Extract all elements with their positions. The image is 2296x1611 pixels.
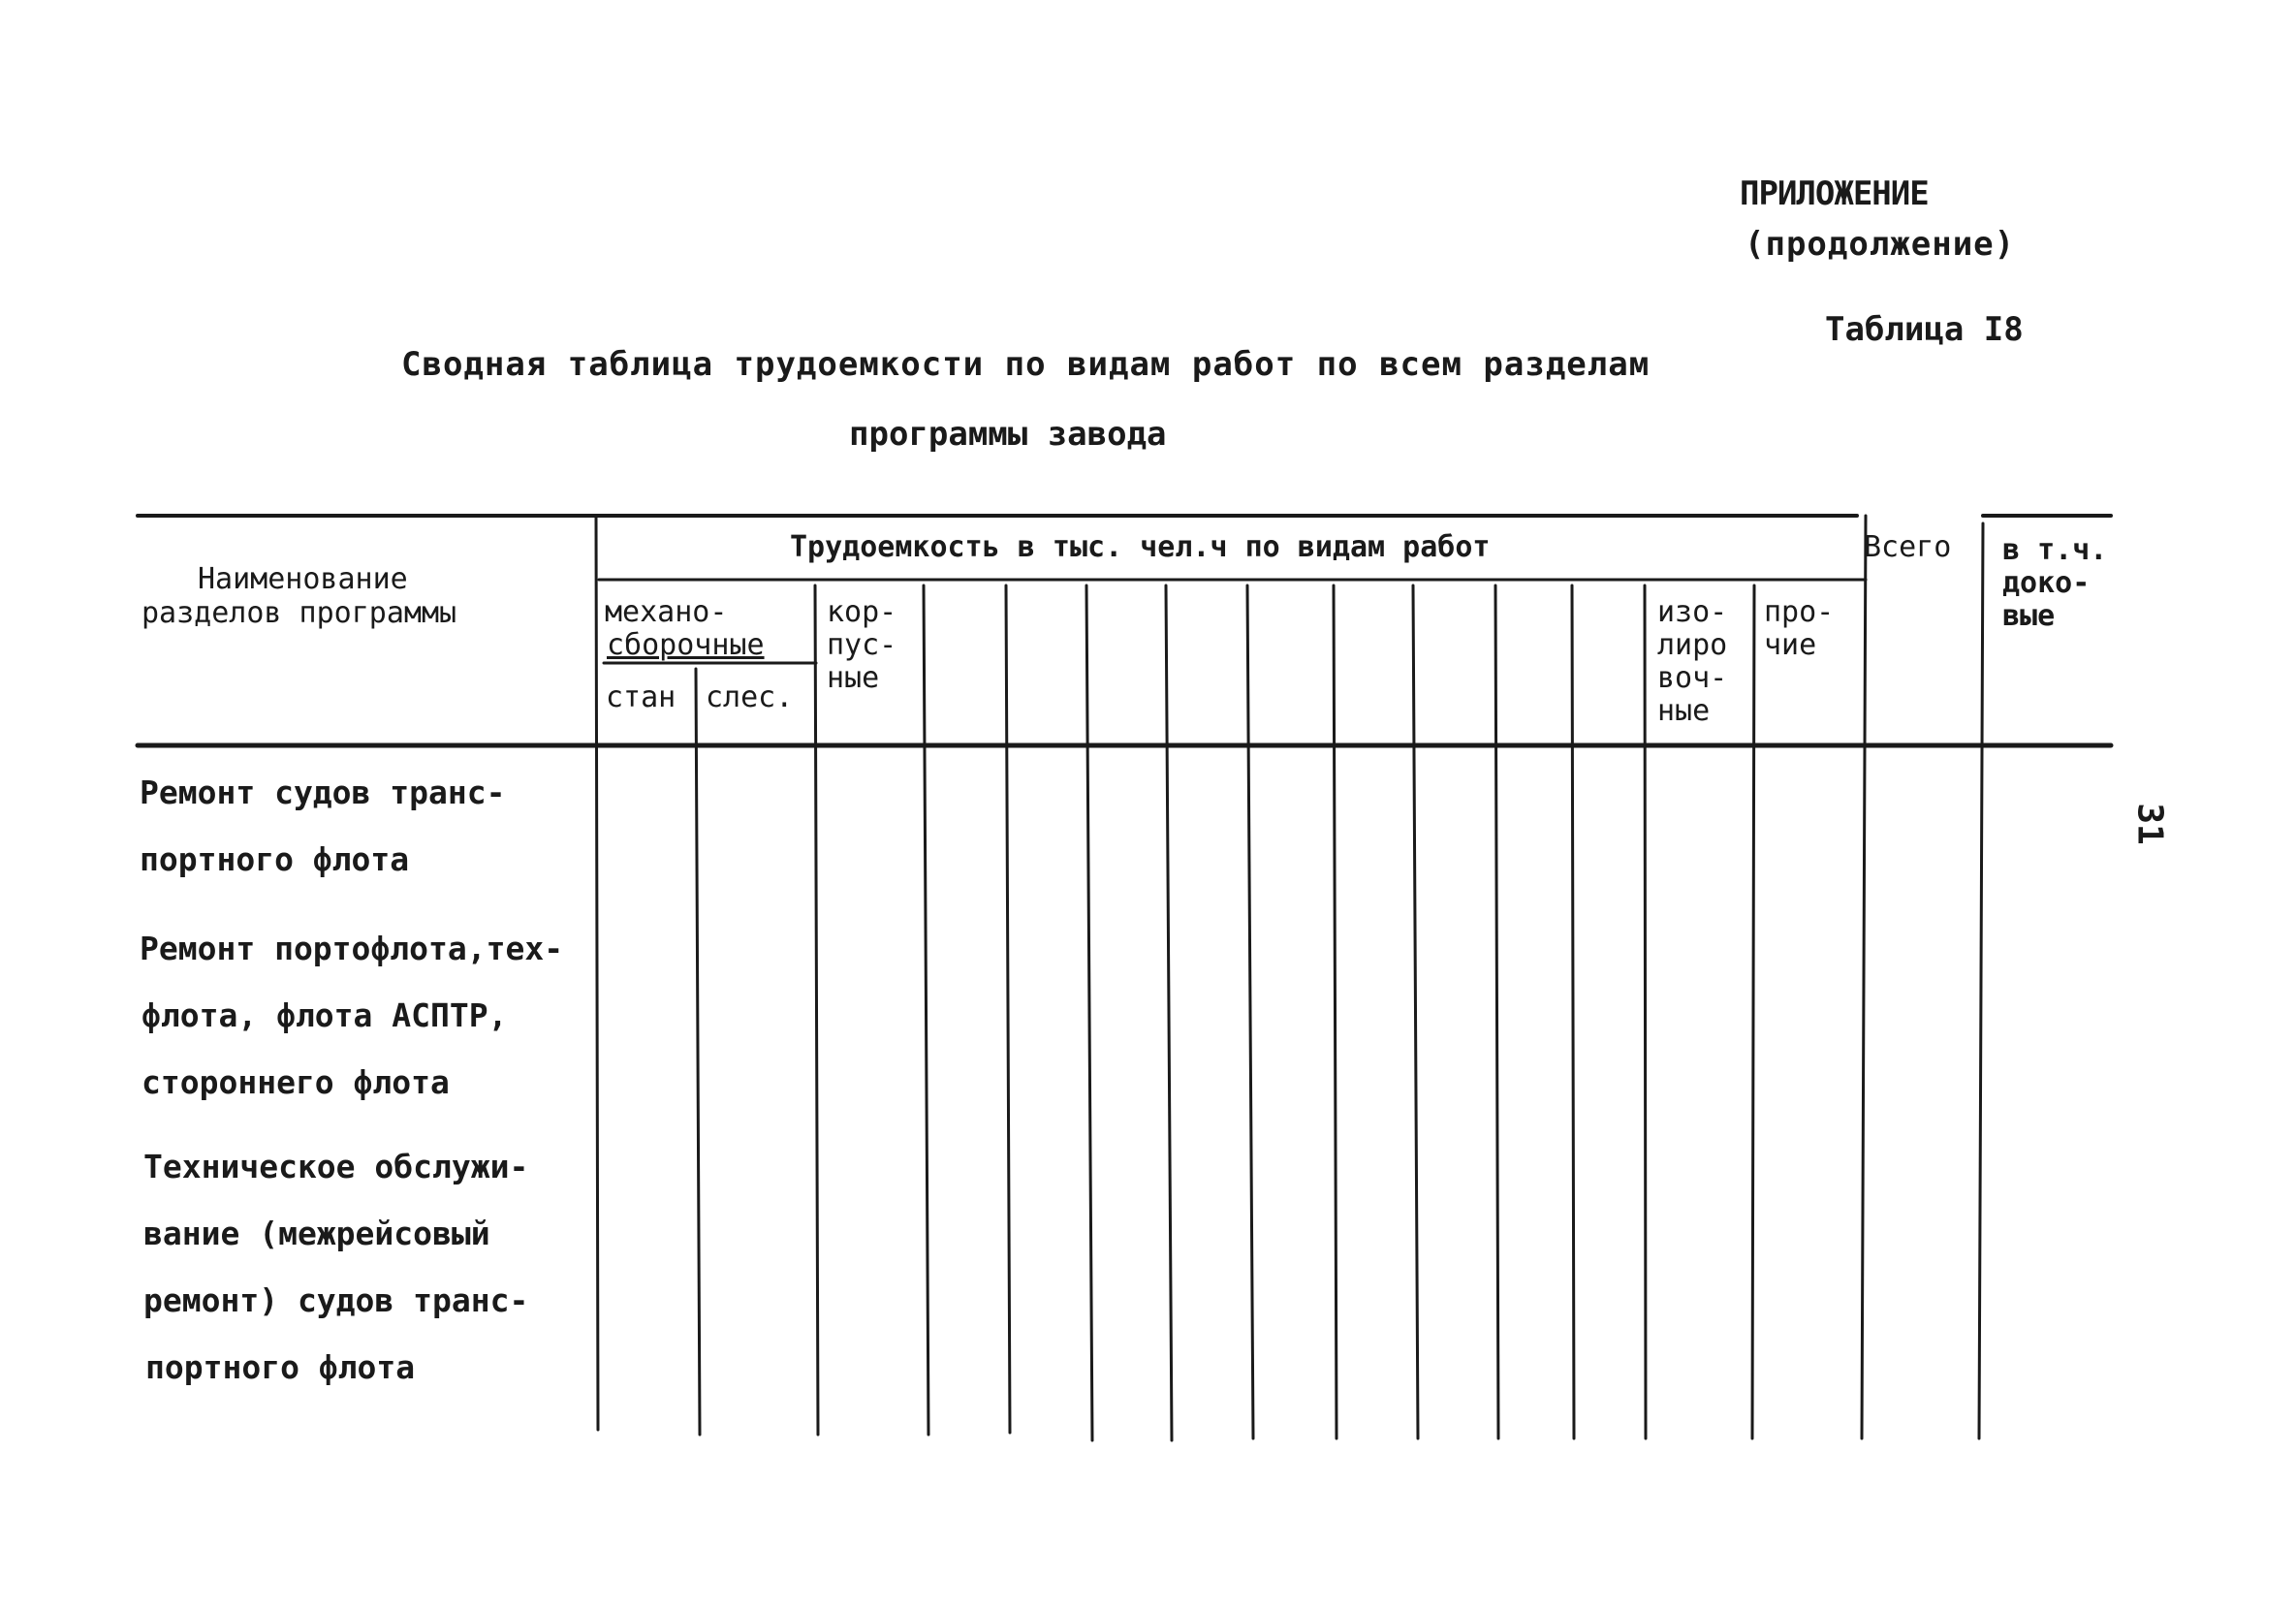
col-divider-izol xyxy=(1752,585,1754,1438)
sles-header: слес. xyxy=(706,680,794,714)
col-name-header-line-2: разделов программы xyxy=(142,596,457,630)
appendix-label: ПРИЛОЖЕНИЕ xyxy=(1740,174,1929,213)
korpus-header-line-2: пус- xyxy=(827,628,897,662)
dock-header-line-1: в т.ч. xyxy=(2002,533,2108,567)
row-1-label-line-2: портного флота xyxy=(140,840,410,878)
izol-header-line-3: воч- xyxy=(1657,661,1728,695)
table-title-line-2: программы завода xyxy=(849,415,1167,454)
prochie-header-line-2: чие xyxy=(1764,628,1817,662)
total-header: Всего xyxy=(1864,530,1952,564)
col-divider-stan xyxy=(696,669,700,1435)
row-2-label-line-1: Ремонт портофлота,тех- xyxy=(140,930,564,967)
table-number: Таблица I8 xyxy=(1825,310,2024,349)
row-3-label-line-1: Техническое обслужи- xyxy=(143,1148,529,1185)
col-divider-2 xyxy=(1006,585,1010,1433)
mech-header-line-2: сборочные xyxy=(607,628,765,662)
korpus-header-line-3: ные xyxy=(827,661,880,695)
row-3-label-line-2: вание (межрейсовый xyxy=(143,1215,490,1252)
col-divider-name xyxy=(596,516,598,1430)
col-divider-8 xyxy=(1495,585,1498,1438)
col-divider-4 xyxy=(1166,585,1172,1440)
row-3-label-line-4: портного флота xyxy=(145,1348,416,1386)
col-divider-10 xyxy=(1645,585,1646,1438)
dock-header-line-2: доко- xyxy=(2002,566,2091,600)
col-name-header-line-1: Наименование xyxy=(198,562,408,596)
col-divider-9 xyxy=(1572,585,1574,1438)
izol-header-line-4: ные xyxy=(1657,694,1711,728)
col-divider-7 xyxy=(1413,585,1418,1438)
group-header: Трудоемкость в тыс. чел.ч по видам работ xyxy=(790,530,1491,564)
row-2-label-line-2: флота, флота АСПТР, xyxy=(142,996,508,1034)
col-divider-total xyxy=(1979,523,1983,1438)
continuation-label: (продолжение) xyxy=(1745,225,2016,264)
izol-header-line-1: изо- xyxy=(1657,595,1728,629)
dock-header-line-3: вые xyxy=(2002,599,2056,633)
row-3-label-line-3: ремонт) судов транс- xyxy=(143,1281,529,1319)
col-divider-group-end xyxy=(1862,516,1866,1438)
prochie-header-line-1: про- xyxy=(1764,595,1835,629)
row-2-label-line-3: стороннего флота xyxy=(142,1063,450,1101)
korpus-header-line-1: кор- xyxy=(827,595,897,629)
table-title-line-1: Сводная таблица трудоемкости по видам работ по всем разделам xyxy=(401,345,1651,384)
col-divider-3 xyxy=(1086,585,1092,1440)
row-1-label-line-1: Ремонт судов транс- xyxy=(140,774,506,811)
col-divider-1 xyxy=(924,585,928,1435)
col-divider-6 xyxy=(1334,585,1337,1438)
page-number: 31 xyxy=(2129,803,2170,845)
col-divider-mech xyxy=(815,585,818,1435)
stan-header: стан xyxy=(606,680,676,714)
col-divider-5 xyxy=(1247,585,1253,1438)
izol-header-line-2: лиро xyxy=(1657,628,1728,662)
mech-header-line-1: механо- xyxy=(605,595,728,629)
